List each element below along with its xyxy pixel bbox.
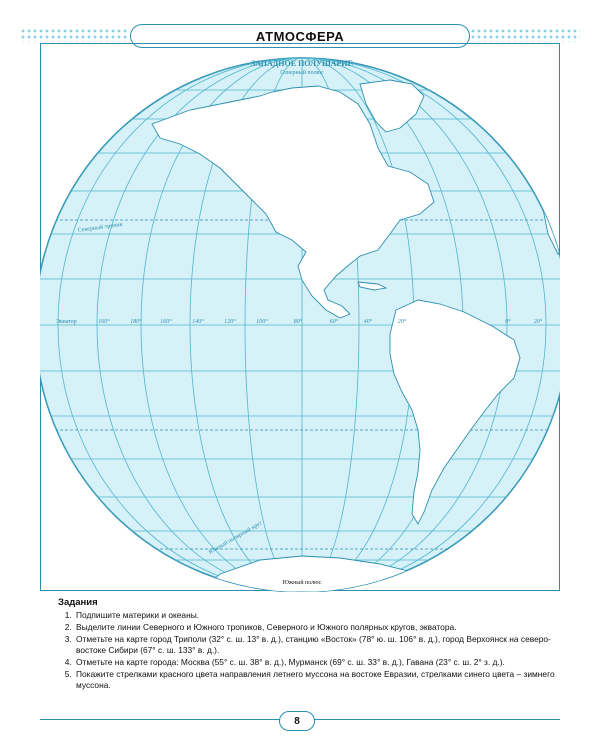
longitude-label: 20° bbox=[397, 319, 407, 325]
longitude-label: 20° bbox=[533, 319, 543, 325]
longitude-label: 80° bbox=[293, 319, 303, 325]
longitude-label: 0° bbox=[505, 319, 511, 325]
north-pole-label: Северный полюс bbox=[280, 70, 324, 76]
tasks-section bbox=[58, 597, 558, 692]
longitude-label: 180° bbox=[130, 319, 142, 325]
decorative-band-right bbox=[470, 28, 580, 42]
task-item: 5. Покажите стрелками красного цвета направления летнего муссона на востоке Евразии, стрелками синего цвета – зимнего муссона. bbox=[74, 669, 558, 691]
western-hemisphere-map bbox=[40, 44, 560, 592]
hemisphere-label: ЗАПАДНОЕ ПОЛУШАРИЕ bbox=[251, 59, 353, 68]
longitude-label: 160° bbox=[160, 319, 172, 325]
tasks-title: Задания bbox=[58, 597, 98, 608]
page-number: 8 bbox=[294, 715, 300, 727]
task-item: 1. Подпишите материки и океаны. bbox=[74, 610, 558, 621]
longitude-label: 60° bbox=[329, 319, 339, 325]
longitude-label: 40° bbox=[363, 319, 373, 325]
decorative-band-left bbox=[20, 28, 128, 42]
longitude-label: 100° bbox=[256, 319, 268, 325]
longitude-label: 140° bbox=[192, 319, 204, 325]
tasks-list bbox=[58, 610, 558, 691]
page-number-badge bbox=[279, 711, 315, 731]
task-item: 4. Отметьте на карте города: Москва (55° с. ш. 38° в. д.), Мурманск (69° с. ш. 33° в. д.), Гавана (23° с. ш. 2° з. д.). bbox=[74, 657, 558, 668]
longitude-label: 160° bbox=[98, 319, 110, 325]
page-title: АТМОСФЕРА bbox=[255, 28, 345, 44]
longitude-label: 120° bbox=[224, 319, 236, 325]
polar-circle-label: Южный полярный круг bbox=[208, 520, 264, 556]
task-item: 3. Отметьте на карте город Триполи (32° с. ш. 13° в. д.), станцию «Восток» (78° ю. ш. 106° в. д.), город Верхоянск на северо-востоке Сибири (67° с. ш. 133° в. д.). bbox=[74, 634, 558, 656]
tropic-label: Северный тропик bbox=[77, 221, 124, 234]
task-item: 2. Выделите линии Северного и Южного тропиков, Северного и Южного полярных кругов, экватора. bbox=[74, 622, 558, 633]
equator-label: Экватор bbox=[56, 319, 77, 325]
south-pole-label: Южный полюс bbox=[282, 580, 322, 586]
